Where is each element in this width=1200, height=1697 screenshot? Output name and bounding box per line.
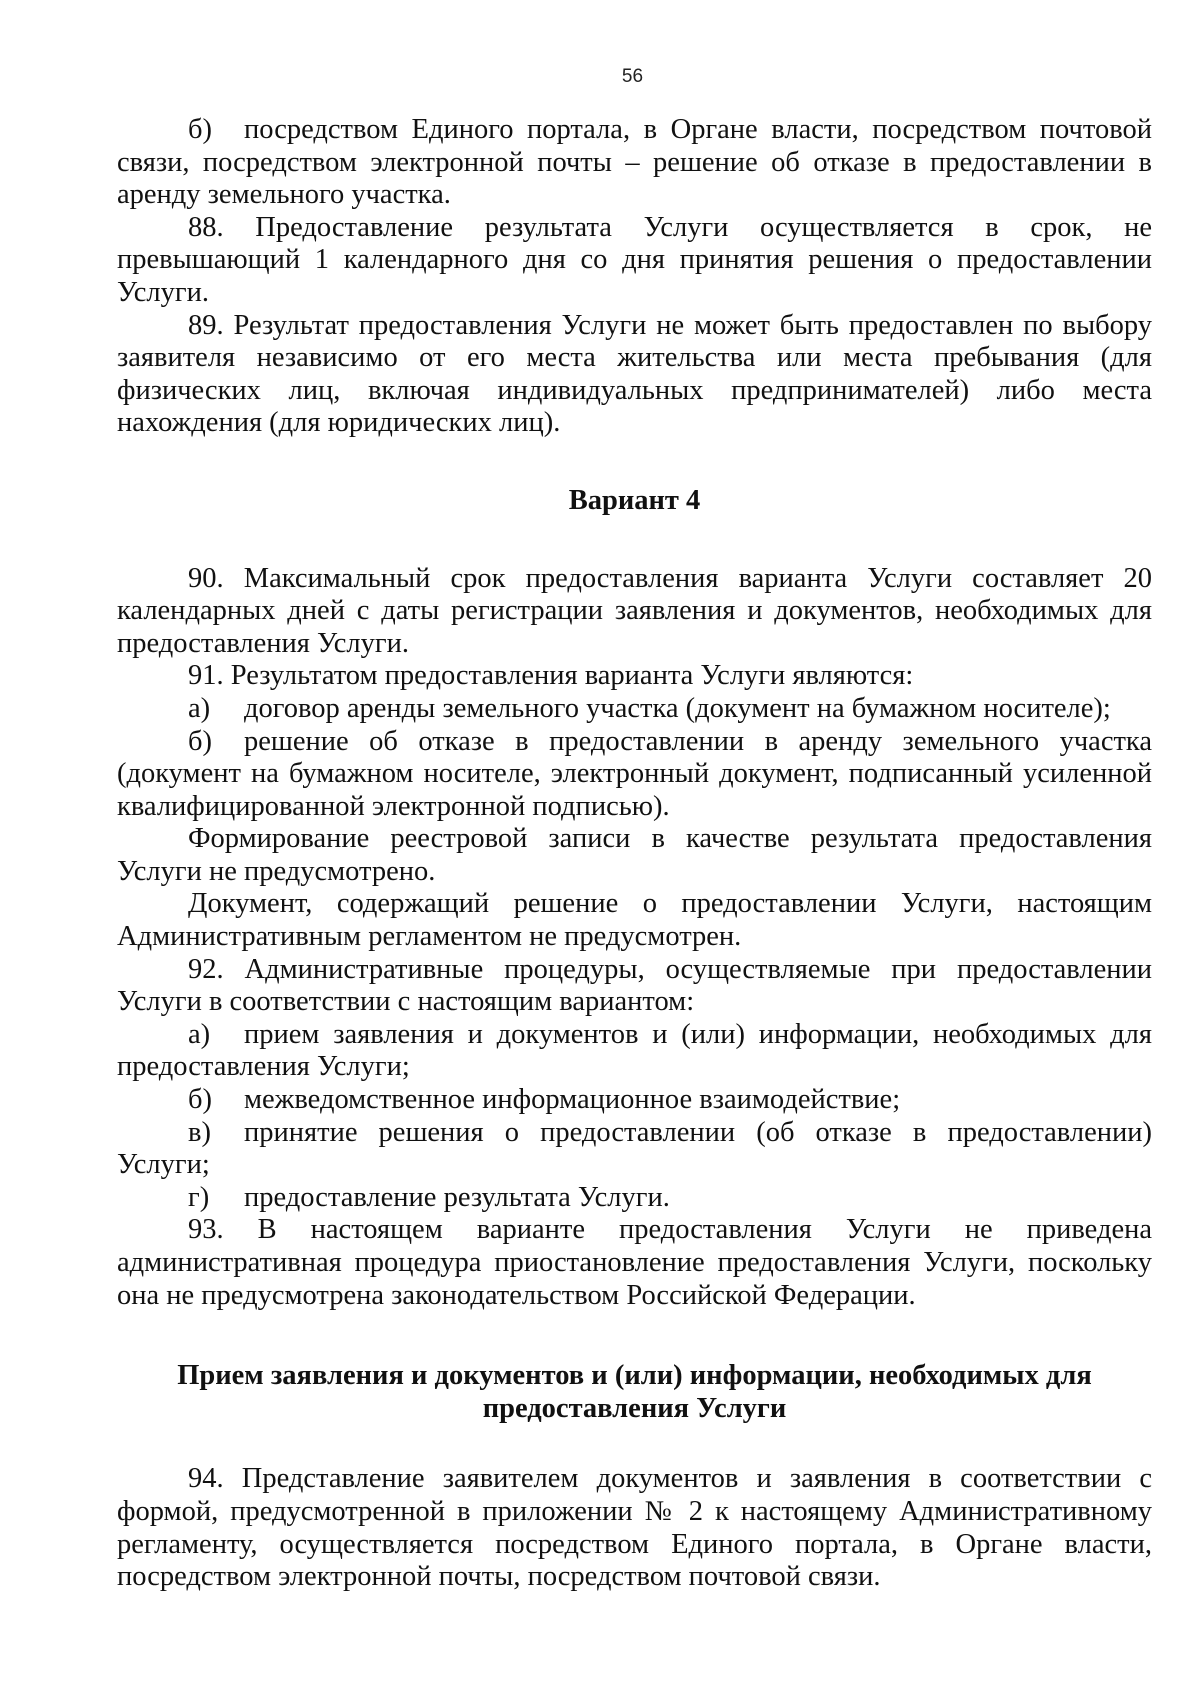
page-number: 56	[621, 66, 644, 87]
paragraph-91-b	[117, 726, 1152, 824]
paragraph-number: 92.	[188, 953, 224, 985]
paragraph-document: Документ, содержащий решение о предоставлении Услуги, настоящим Административным регламентом не предусмотрен.	[117, 888, 1152, 953]
paragraph-registry: Формирование реестровой записи в качестве результата предоставления Услуги не предусмотрено.	[117, 823, 1152, 887]
paragraph-92-g	[117, 1182, 1152, 1215]
paragraph-91-a	[117, 693, 1152, 726]
paragraph-92-v	[117, 1117, 1152, 1182]
paragraph-text: прием заявления и документов и (или) информации, необходимых для предоставления Услуги;	[117, 1018, 1152, 1083]
paragraph-text: Предоставление результата Услуги осуществляется в срок, не превышающий 1 календарного дня со дня принятия решения о предоставлении Услуги.	[117, 211, 1152, 308]
list-marker: г)	[188, 1181, 210, 1213]
paragraph-88	[117, 212, 1152, 310]
paragraph-text: принятие решения о предоставлении (об отказе в предоставлении) Услуги;	[117, 1116, 1152, 1181]
paragraph-87-b	[117, 114, 1152, 212]
paragraph-text: предоставление результата Услуги.	[244, 1181, 670, 1213]
paragraph-number: 89.	[188, 309, 224, 341]
list-marker: б)	[188, 725, 212, 757]
paragraph-text: В настоящем варианте предоставления Услуги не приведена административная процедура приостановление предоставления Услуги, поскольку она не предусмотрена законодательством Российской Федерации.	[117, 1214, 1152, 1311]
paragraph-number: 91.	[188, 660, 224, 692]
paragraph-text: Результатом предоставления варианта Услуги являются:	[230, 660, 914, 692]
list-marker: в)	[188, 1116, 211, 1148]
list-marker: а)	[188, 692, 211, 724]
paragraph-text: Представление заявителем документов и заявления в соответствии с формой, предусмотренной в приложении № 2 к настоящему Административному регламенту, осуществляется посредством Единого портала, в Органе власти, посредством электронной почты, посредством почтовой связи.	[117, 1463, 1153, 1593]
paragraph-number: 94.	[188, 1463, 224, 1495]
paragraph-text: межведомственное информационное взаимодействие;	[244, 1084, 901, 1116]
heading-variant-4: Вариант 4	[568, 484, 701, 516]
paragraph-90	[117, 563, 1152, 661]
list-marker: б)	[188, 1084, 212, 1116]
paragraph-text: Результат предоставления Услуги не может быть предоставлен по выбору заявителя независимо от его места жительства или места пребывания (для физических лиц, включая индивидуальных предпринимателей) либо места нахождения (для юридических лиц).	[117, 309, 1152, 439]
heading-section-reception: Прием заявления и документов и (или) информации, необходимых для предоставления Услуги	[177, 1360, 1092, 1424]
paragraph-92-a	[117, 1019, 1152, 1084]
paragraph-93	[117, 1214, 1152, 1312]
paragraph-89	[117, 310, 1152, 440]
paragraph-92-b	[117, 1084, 1152, 1117]
paragraph-number: 90.	[188, 562, 224, 594]
paragraph-text: Административные процедуры, осуществляемые при предоставлении Услуги в соответствии с настоящим вариантом:	[117, 953, 1152, 1018]
paragraph-91	[117, 660, 1152, 693]
list-marker: б)	[188, 114, 212, 145]
document-body	[117, 114, 1152, 1594]
paragraph-text: решение об отказе в предоставлении в аренду земельного участка (документ на бумажном носителе, электронный документ, подписанный усиленной квалифицированной электронной подписью).	[117, 725, 1152, 822]
paragraph-text: посредством Единого портала, в Органе власти, посредством почтовой связи, посредством электронной почты – решение об отказе в предоставлении в аренду земельного участка.	[117, 114, 1152, 211]
paragraph-text: Максимальный срок предоставления варианта Услуги составляет 20 календарных дней с даты регистрации заявления и документов, необходимых для предоставления Услуги.	[117, 562, 1152, 659]
list-marker: а)	[188, 1018, 211, 1050]
paragraph-92	[117, 954, 1152, 1019]
paragraph-text: договор аренды земельного участка (документ на бумажном носителе);	[244, 692, 1111, 724]
paragraph-94	[117, 1463, 1152, 1593]
paragraph-number: 88.	[188, 211, 224, 243]
paragraph-number: 93.	[188, 1214, 224, 1246]
